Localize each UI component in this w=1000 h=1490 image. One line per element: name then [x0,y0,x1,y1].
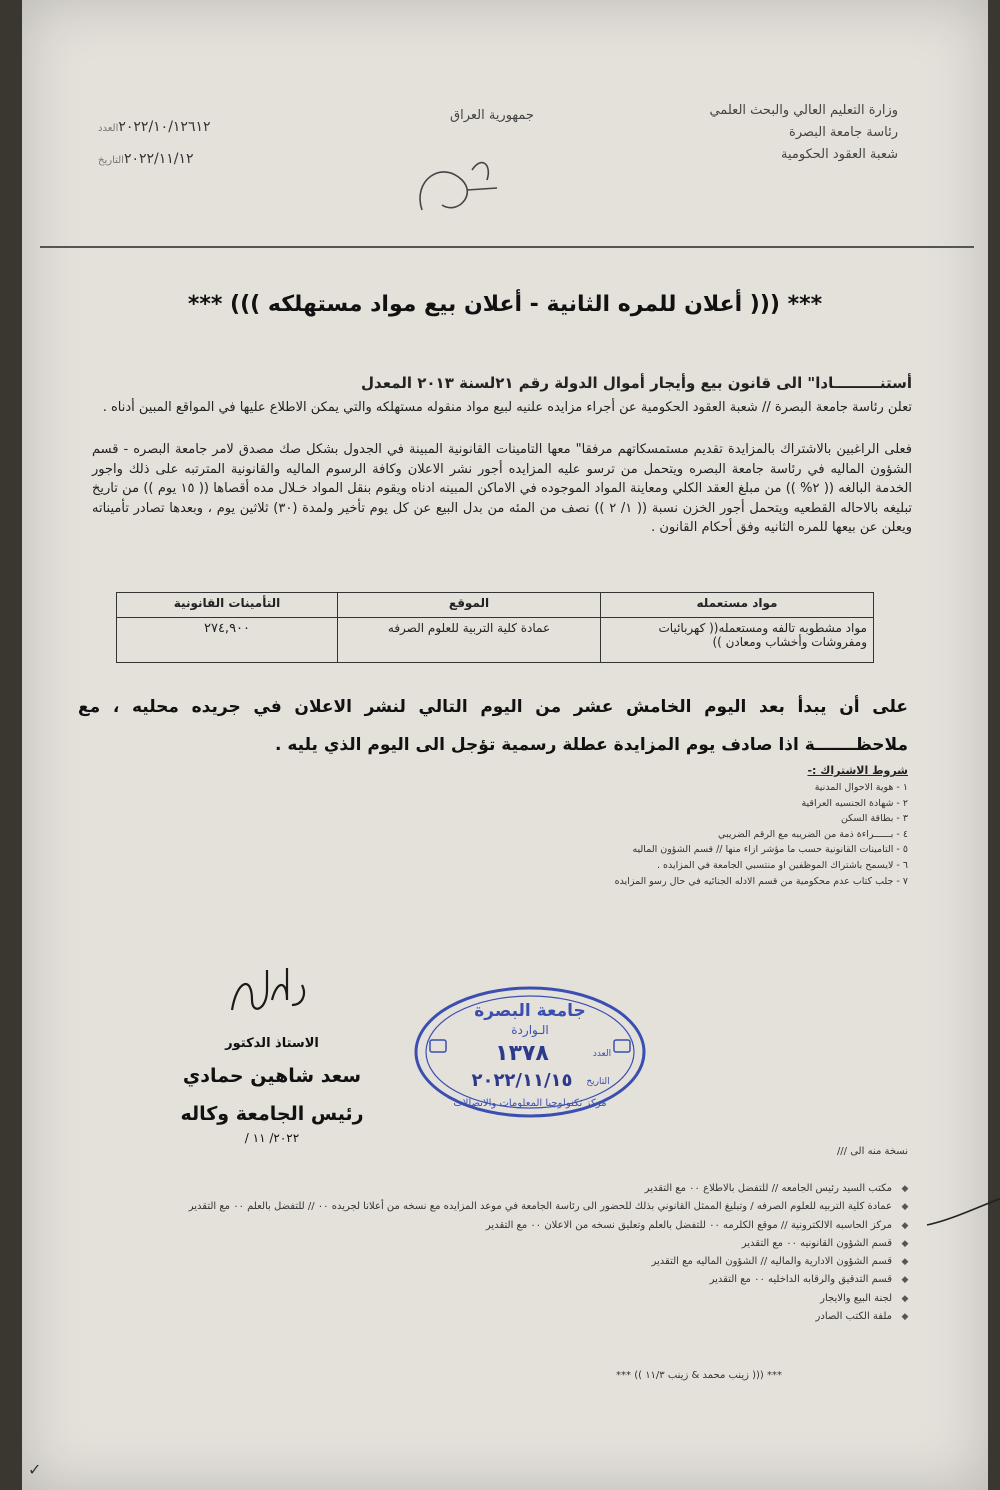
header-divider [40,246,974,248]
bullet-icon: ◆ [901,1238,909,1249]
table-header-row [117,593,874,618]
reference-number: ٢٠٢٢/١٠/١٢٦١٢ [118,119,211,135]
division-name: شعبة العقود الحكومية [781,147,898,162]
list-item: ٢ - شهادة الجنسيه العراقية [801,797,908,809]
number-label: العدد [98,123,119,134]
stamp-center: مركز تكنولوجيا المعلومات والاتصالات [453,1098,607,1109]
list-item: ٥ - التامينات القانونية حسب ما مؤشر ازاء منها // قسم الشؤون الماليه [632,844,908,856]
list-item: ◆قسم الشؤون الادارية والماليه // الشؤون الماليه مع التقدير [12,1253,912,1271]
announcement-paragraph: تعلن رئاسة جامعة البصرة // شعبة العقود الحكومية عن أجراء مزايده علنيه لبيع مواد منقوله مستهلكه والتي يمكن الاطلاع عليها في المواقع المبين أدناه . [102,400,912,415]
page-title: *** ((( أعلان للمره الثانية - أعلان بيع مواد مستهلكه ))) *** [187,292,823,317]
list-item: ٧ - جلب كتاب عدم محكومية من قسم الادله الجنائيه في حال رسو المزايده [614,875,908,887]
typist-footer: *** ((( زينب محمد & زينب ١١/٣ )) *** [616,1370,782,1381]
list-item: ◆عمادة كلية التربيه للعلوم الصرفه / وتبليغ الممثل القانوني بذلك للحضور الى رئاسة الجامعة في موعد المزايده مع نسخه من أعلانا لجريده ٠٠ // للتفضل بالعلم ٠٠ مع التقدير [12,1198,912,1216]
bullet-icon: ◆ [901,1275,909,1286]
items-table [116,592,874,663]
cell-location: عمادة كلية التربية للعلوم الصرفه [338,618,601,663]
stamp-date-label: التاريخ [586,1077,610,1087]
copies-title: نسخة منه الى /// [836,1146,908,1157]
conditions-title: شروط الاشتراك :- [807,764,908,777]
incoming-stamp-icon [410,982,650,1122]
university-name: رئاسة جامعة البصرة [789,125,898,140]
list-item: ١ - هوية الاحوال المدنية [814,782,908,793]
signatory-position: رئيس الجامعة وكاله [180,1103,364,1125]
bullet-icon: ◆ [901,1257,909,1268]
handwritten-scribble-icon [402,150,512,230]
copies-list [12,1180,912,1326]
stamp-number-label: العدد [592,1049,612,1059]
bullet-icon: ◆ [901,1220,909,1231]
list-item: ◆قسم التدقيق والرقابه الداخليه ٠٠ مع التقدير [12,1271,912,1289]
header-materials: مواد مستعمله [601,593,874,618]
table-row [117,618,874,663]
list-item: ◆لجنة البيع والايجار [12,1290,912,1308]
bullet-icon: ◆ [901,1202,909,1213]
list-item: ◆قسم الشؤون القانونيه ٠٠ مع التقدير [12,1235,912,1253]
document-page [22,0,988,1490]
conditions-list [488,780,908,889]
date-label: التاريخ [98,155,124,166]
letterhead-ministry-block [638,100,898,166]
signatory-title: الاستاذ الدكتور [225,1036,319,1051]
auction-date-note: على أن يبدأ بعد اليوم الخامش عشر من اليوم التالي لنشر الاعلان في جريده محليه ، مع ملاحظـــــــة اذا صادف يوم المزايدة عطلة رسمية تؤجل الى اليوم الذي يليه . [78,697,908,755]
list-item: ٣ - بطاقة السكن [840,813,908,825]
signature-icon [222,960,312,1020]
bullet-icon: ◆ [901,1293,909,1304]
stamp-number: ١٣٧٨ [495,1041,549,1066]
list-item: ◆مركز الحاسبه الالكترونية // موقع الكلرمه ٠٠ للتفضل بالعلم وتعليق نسخه من الاعلان ٠٠ مع التقدير [12,1217,912,1235]
header-deposit: التأمينات القانونية [117,593,338,618]
bullet-icon: ◆ [901,1184,909,1194]
list-item: ٤ - بــــــراءة ذمة من الضريبه مع الرقم الضريبي [718,828,908,840]
stamp-org: جامعة البصرة [474,1001,586,1021]
legal-basis-paragraph: أستنـــــــــادا" الى قانون بيع وأيجار أموال الدولة رقم ٢١لسنة ٢٠١٣ المعدل [361,374,912,392]
list-item: ◆مكتب السيد رئيس الجامعه // للتفضل بالاطلاع ٠٠ مع التقدير [12,1180,912,1198]
cell-deposit: ٢٧٤,٩٠٠ [117,618,338,663]
cell-materials: مواد مشطوبه تالفه ومستعمله(( كهربائيات ومفروشات وأخشاب ومعادن )) [601,618,874,663]
signature-date: ٢٠٢٢/ ١١ / [244,1131,300,1145]
margin-check-mark: ✓ [28,1460,42,1479]
reference-block [92,112,392,176]
pen-mark-icon [922,1190,1000,1230]
header-location: الموقع [338,593,601,618]
signatory-name: سعد شاهين حمادي [182,1065,362,1087]
stamp-date: ٢٠٢٢/١١/١٥ [471,1070,573,1091]
country-name: جمهورية العراق [450,108,534,123]
bullet-icon: ◆ [901,1312,909,1323]
list-item: ٦ - لايسمح باشتراك الموظفين او منتسبي الجامعة في المزايده . [656,859,908,871]
ministry-name: وزارة التعليم العالي والبحث العلمي [709,103,898,118]
terms-paragraph: فعلى الراغبين بالاشتراك بالمزايدة تقديم مستمسكاتهم مرفقا" معها التامينات القانونية المبينة في الجدول بشكل صك مصدق لامر جامعة البصره - قسم الشؤون الماليه في رئاسة جامعة البصره ويتحمل من ترسو عليه المزايده أجور نشر الاعلان وكافة الرسوم الماليه والقانونية المترتبه على ذلك واجور الخدمة البالغه (( ٢% )) من مبلغ العقد الكلي ومعاينة المواد الموجوده في الاماكن المبينه ادناه ويقوم بنقل المواد خـلال مده أقصاها (( ١٥ يوم )) من تاريخ تبليغه بالاحاله القطعيه ويتحمل أجور الخزن نسبة (( ١/ ٢ )) نصف من المئه من بدل البيع عن كل يوم تأخير ولمدة (٣٠) ثلاثين يوم ، وبعدها تصادر تأميناته ويعلن عن بيعها للمره الثانيه وفق أحكام القانون . [92,442,913,535]
list-item: ◆ملفة الكتب الصادر [12,1308,912,1326]
reference-date: ٢٠٢٢/١١/١٢ [123,151,194,167]
stamp-type: الـواردة [511,1023,549,1037]
signature-block [162,1036,382,1145]
